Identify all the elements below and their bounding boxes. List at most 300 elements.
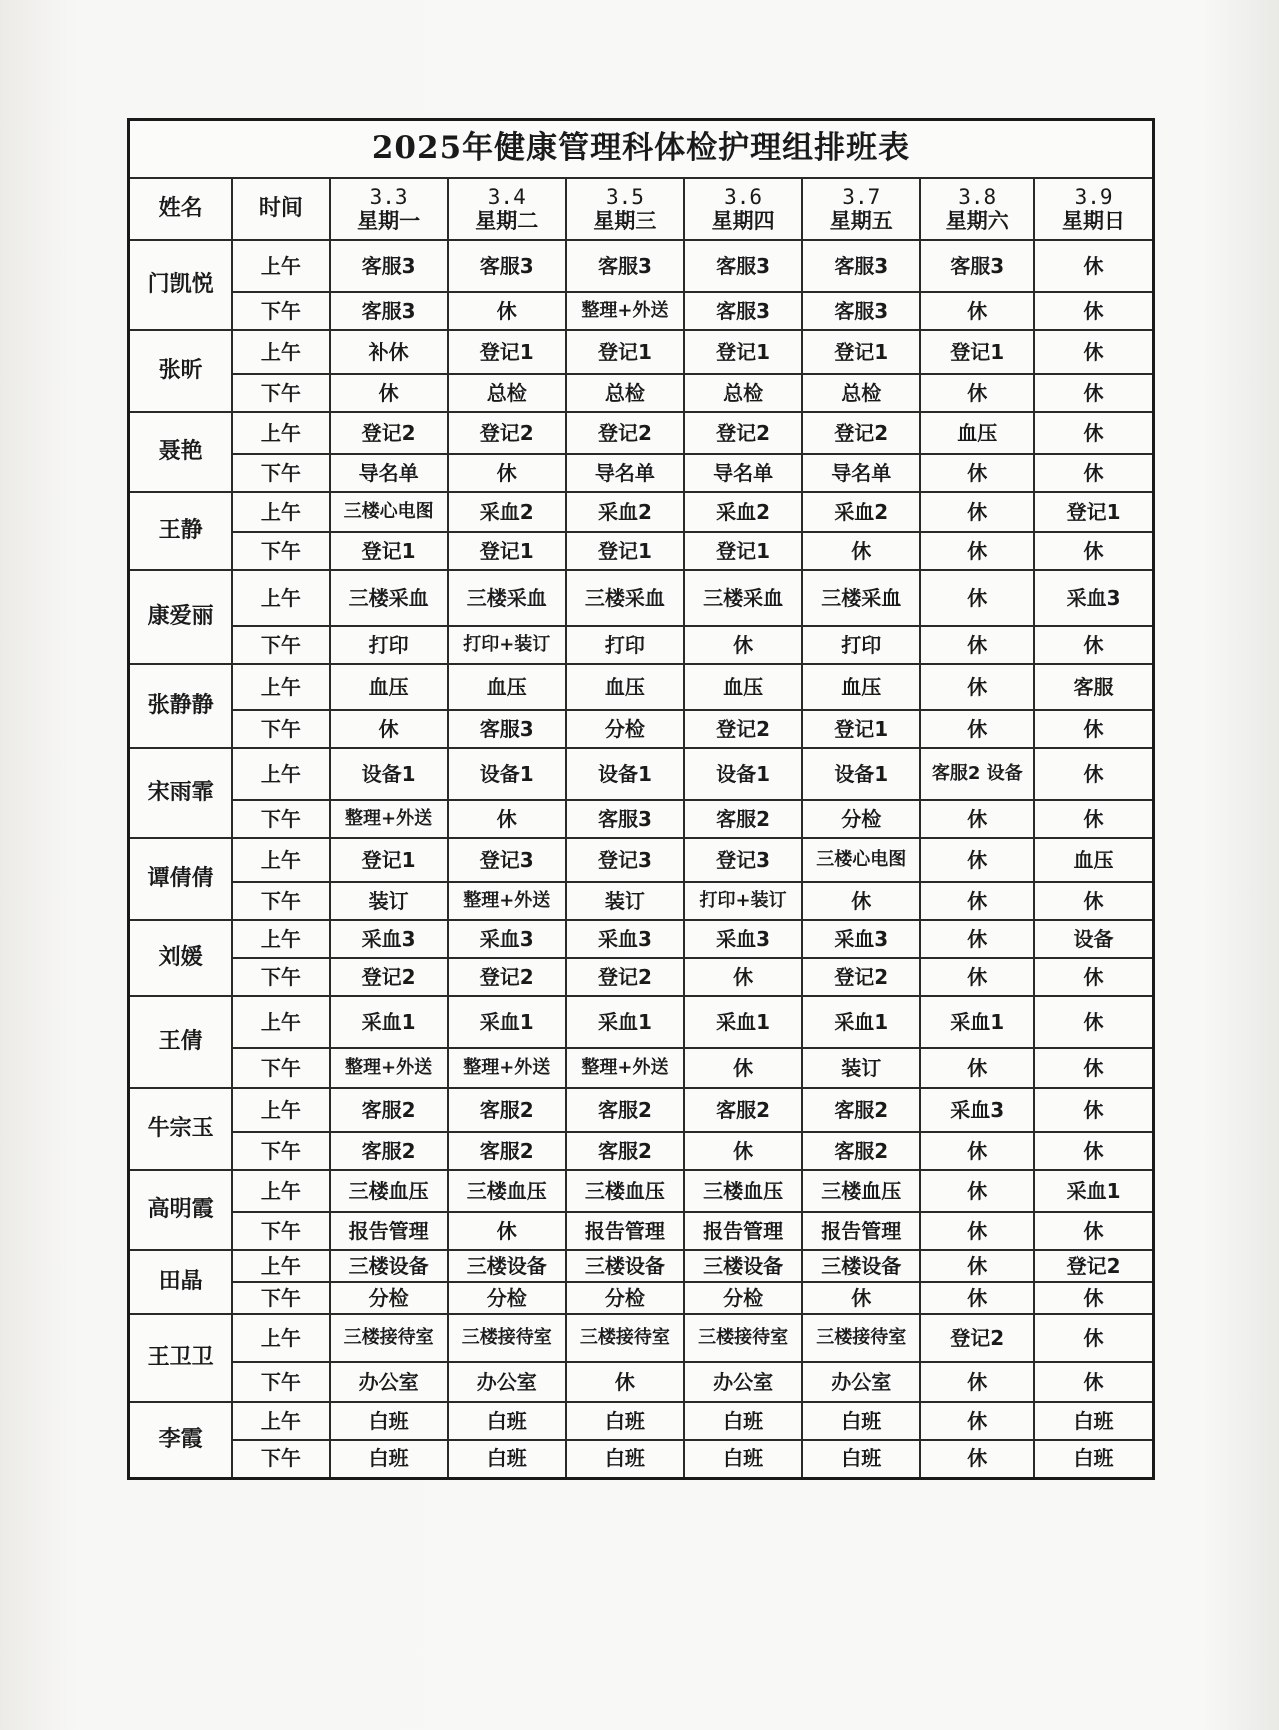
shift-cell: 休 — [684, 626, 802, 664]
shift-cell: 采血3 — [448, 920, 566, 958]
shift-cell: 休 — [1034, 958, 1153, 996]
day-date: 3.4 — [487, 184, 526, 209]
shift-cell: 报告管理 — [802, 1212, 920, 1250]
day-date: 3.9 — [1074, 184, 1113, 209]
table-row — [129, 626, 1154, 664]
shift-cell: 整理+外送 — [330, 1048, 448, 1088]
period-label: 下午 — [232, 1132, 329, 1170]
shift-cell: 三楼血压 — [330, 1170, 448, 1212]
period-label: 上午 — [232, 838, 329, 882]
table-row — [129, 882, 1154, 920]
shift-cell: 客服3 — [684, 292, 802, 330]
period-label: 上午 — [232, 240, 329, 292]
shift-cell: 登记2 — [1034, 1250, 1153, 1282]
shift-cell: 休 — [1034, 532, 1153, 570]
shift-cell: 登记2 — [684, 710, 802, 748]
period-label: 上午 — [232, 412, 329, 454]
table-row — [129, 1362, 1154, 1402]
staff-name: 谭倩倩 — [129, 838, 233, 920]
shift-cell: 分检 — [566, 710, 684, 748]
table-row — [129, 1440, 1154, 1478]
table-row — [129, 374, 1154, 412]
shift-cell: 采血2 — [802, 492, 920, 532]
shift-cell: 分检 — [330, 1282, 448, 1314]
shift-cell: 休 — [1034, 1362, 1153, 1402]
shift-cell: 客服2 — [330, 1088, 448, 1132]
table-row — [129, 1402, 1154, 1440]
shift-cell: 三楼心电图 — [802, 838, 920, 882]
day-weekday: 星期五 — [829, 209, 893, 233]
shift-cell: 三楼设备 — [330, 1250, 448, 1282]
shift-cell: 采血1 — [1034, 1170, 1153, 1212]
shift-cell: 设备 — [1034, 920, 1153, 958]
shift-cell: 休 — [920, 1440, 1034, 1478]
day-header — [684, 178, 802, 240]
table-row — [129, 1170, 1154, 1212]
shift-cell: 登记2 — [330, 412, 448, 454]
period-label: 上午 — [232, 1170, 329, 1212]
shift-cell: 打印 — [330, 626, 448, 664]
shift-cell: 血压 — [330, 664, 448, 710]
shift-cell: 三楼采血 — [684, 570, 802, 626]
shift-cell: 打印 — [566, 626, 684, 664]
shift-cell: 三楼设备 — [802, 1250, 920, 1282]
table-row — [129, 1250, 1154, 1282]
shift-cell: 装订 — [802, 1048, 920, 1088]
staff-name: 宋雨霏 — [129, 748, 233, 838]
shift-cell: 登记2 — [330, 958, 448, 996]
day-header — [802, 178, 920, 240]
period-label: 下午 — [232, 454, 329, 492]
shift-cell: 登记3 — [448, 838, 566, 882]
shift-cell: 休 — [920, 626, 1034, 664]
shift-cell: 休 — [1034, 882, 1153, 920]
shift-cell: 打印+装订 — [684, 882, 802, 920]
shift-cell: 白班 — [566, 1402, 684, 1440]
table-row — [129, 958, 1154, 996]
table-row — [129, 330, 1154, 374]
shift-cell: 三楼血压 — [448, 1170, 566, 1212]
shift-cell: 客服3 — [802, 240, 920, 292]
schedule-table — [127, 118, 1155, 1480]
shift-cell: 导名单 — [802, 454, 920, 492]
shift-cell: 登记1 — [330, 838, 448, 882]
table-row — [129, 748, 1154, 800]
shift-cell: 休 — [920, 710, 1034, 748]
shift-cell: 采血3 — [1034, 570, 1153, 626]
shift-cell: 装订 — [566, 882, 684, 920]
period-label: 下午 — [232, 292, 329, 330]
shift-cell: 设备1 — [566, 748, 684, 800]
table-row — [129, 838, 1154, 882]
shift-cell: 采血1 — [802, 996, 920, 1048]
shift-cell: 休 — [920, 1212, 1034, 1250]
shift-cell: 打印 — [802, 626, 920, 664]
day-date: 3.5 — [605, 184, 644, 209]
shift-cell: 休 — [1034, 1132, 1153, 1170]
shift-cell: 休 — [920, 570, 1034, 626]
period-label: 下午 — [232, 958, 329, 996]
shift-cell: 报告管理 — [566, 1212, 684, 1250]
shift-cell: 休 — [1034, 1048, 1153, 1088]
shift-cell: 采血3 — [330, 920, 448, 958]
shift-cell: 采血2 — [448, 492, 566, 532]
shift-cell: 休 — [566, 1362, 684, 1402]
shift-cell: 采血3 — [684, 920, 802, 958]
shift-cell: 三楼接待室 — [566, 1314, 684, 1362]
shift-cell: 登记2 — [448, 958, 566, 996]
table-row — [129, 454, 1154, 492]
shift-cell: 设备1 — [448, 748, 566, 800]
shift-cell: 总检 — [448, 374, 566, 412]
period-label: 下午 — [232, 1048, 329, 1088]
shift-cell: 客服3 — [330, 292, 448, 330]
table-row — [129, 492, 1154, 532]
staff-name: 张昕 — [129, 330, 233, 412]
shift-cell: 休 — [1034, 412, 1153, 454]
shift-cell: 办公室 — [802, 1362, 920, 1402]
shift-cell: 休 — [448, 292, 566, 330]
shift-cell: 三楼接待室 — [802, 1314, 920, 1362]
shift-cell: 休 — [920, 838, 1034, 882]
shift-cell: 白班 — [448, 1440, 566, 1478]
shift-cell: 休 — [920, 800, 1034, 838]
staff-name: 刘媛 — [129, 920, 233, 996]
shift-cell: 休 — [920, 492, 1034, 532]
day-header — [920, 178, 1034, 240]
shift-cell: 登记1 — [448, 532, 566, 570]
shift-cell: 分检 — [684, 1282, 802, 1314]
day-date: 3.6 — [724, 184, 763, 209]
day-header — [330, 178, 448, 240]
shift-cell: 办公室 — [330, 1362, 448, 1402]
shift-cell: 血压 — [684, 664, 802, 710]
shift-cell: 登记2 — [802, 412, 920, 454]
table-row — [129, 664, 1154, 710]
period-label: 上午 — [232, 996, 329, 1048]
shift-cell: 打印+装订 — [448, 626, 566, 664]
shift-cell: 登记1 — [566, 532, 684, 570]
shift-cell: 三楼采血 — [566, 570, 684, 626]
shift-cell: 整理+外送 — [566, 1048, 684, 1088]
shift-cell: 休 — [920, 1250, 1034, 1282]
period-label: 上午 — [232, 920, 329, 958]
shift-cell: 三楼设备 — [566, 1250, 684, 1282]
shift-cell: 采血3 — [802, 920, 920, 958]
table-row — [129, 1282, 1154, 1314]
shift-cell: 白班 — [802, 1402, 920, 1440]
shift-cell: 三楼设备 — [448, 1250, 566, 1282]
table-row — [129, 920, 1154, 958]
shift-cell: 客服3 — [566, 240, 684, 292]
period-label: 下午 — [232, 532, 329, 570]
shift-cell: 血压 — [448, 664, 566, 710]
shift-cell: 采血3 — [566, 920, 684, 958]
table-row — [129, 1314, 1154, 1362]
table-row — [129, 292, 1154, 330]
shift-cell: 整理+外送 — [566, 292, 684, 330]
shift-cell: 登记1 — [684, 532, 802, 570]
table-row — [129, 1088, 1154, 1132]
shift-cell: 客服3 — [684, 240, 802, 292]
shift-cell: 白班 — [448, 1402, 566, 1440]
table-row — [129, 800, 1154, 838]
shift-cell: 血压 — [920, 412, 1034, 454]
shift-cell: 白班 — [1034, 1402, 1153, 1440]
shift-cell: 白班 — [802, 1440, 920, 1478]
shift-cell: 白班 — [330, 1402, 448, 1440]
table-row — [129, 1048, 1154, 1088]
shift-cell: 客服2 — [802, 1088, 920, 1132]
shift-cell: 休 — [920, 1048, 1034, 1088]
shift-cell: 休 — [1034, 1314, 1153, 1362]
shift-cell: 采血3 — [920, 1088, 1034, 1132]
day-weekday: 星期二 — [475, 209, 539, 233]
shift-cell: 三楼采血 — [330, 570, 448, 626]
shift-cell: 客服3 — [802, 292, 920, 330]
shift-cell: 白班 — [684, 1402, 802, 1440]
shift-cell: 休 — [330, 374, 448, 412]
shift-cell: 休 — [1034, 1088, 1153, 1132]
shift-cell: 设备1 — [330, 748, 448, 800]
shift-cell: 设备1 — [802, 748, 920, 800]
period-label: 上午 — [232, 492, 329, 532]
shift-cell: 整理+外送 — [330, 800, 448, 838]
shift-cell: 登记1 — [920, 330, 1034, 374]
table-row — [129, 532, 1154, 570]
shift-cell: 休 — [1034, 748, 1153, 800]
shift-cell: 三楼接待室 — [448, 1314, 566, 1362]
period-label: 上午 — [232, 570, 329, 626]
shift-cell: 休 — [1034, 330, 1153, 374]
staff-name: 康爱丽 — [129, 570, 233, 664]
day-weekday: 星期六 — [945, 209, 1009, 233]
period-label: 下午 — [232, 1282, 329, 1314]
staff-name: 牛宗玉 — [129, 1088, 233, 1170]
day-weekday: 星期一 — [357, 209, 421, 233]
period-label: 下午 — [232, 374, 329, 412]
shift-cell: 登记2 — [566, 958, 684, 996]
day-header — [448, 178, 566, 240]
shift-cell: 休 — [920, 532, 1034, 570]
shift-cell: 休 — [330, 710, 448, 748]
shift-cell: 血压 — [1034, 838, 1153, 882]
header-time: 时间 — [232, 178, 329, 240]
shift-cell: 三楼接待室 — [330, 1314, 448, 1362]
shift-cell: 休 — [920, 882, 1034, 920]
shift-cell: 采血1 — [920, 996, 1034, 1048]
shift-cell: 采血1 — [566, 996, 684, 1048]
shift-cell: 休 — [1034, 710, 1153, 748]
shift-cell: 登记2 — [684, 412, 802, 454]
staff-name: 高明霞 — [129, 1170, 233, 1250]
shift-cell: 登记2 — [802, 958, 920, 996]
day-header — [566, 178, 684, 240]
table-row — [129, 710, 1154, 748]
shift-cell: 客服2 — [448, 1088, 566, 1132]
shift-cell: 导名单 — [330, 454, 448, 492]
table-row — [129, 996, 1154, 1048]
period-label: 下午 — [232, 1440, 329, 1478]
table-row — [129, 1212, 1154, 1250]
shift-cell: 分检 — [802, 800, 920, 838]
shift-cell: 血压 — [566, 664, 684, 710]
shift-cell: 三楼采血 — [802, 570, 920, 626]
shift-cell: 休 — [1034, 454, 1153, 492]
staff-name: 李霞 — [129, 1402, 233, 1478]
table-row — [129, 412, 1154, 454]
shift-cell: 补休 — [330, 330, 448, 374]
shift-cell: 登记1 — [802, 710, 920, 748]
shift-cell: 客服3 — [448, 240, 566, 292]
shift-cell: 设备1 — [684, 748, 802, 800]
period-label: 下午 — [232, 1362, 329, 1402]
day-date: 3.7 — [842, 184, 881, 209]
shift-cell: 登记3 — [566, 838, 684, 882]
shift-cell: 休 — [920, 1282, 1034, 1314]
staff-name: 王卫卫 — [129, 1314, 233, 1402]
shift-cell: 休 — [1034, 374, 1153, 412]
shift-cell: 登记2 — [448, 412, 566, 454]
day-weekday: 星期三 — [593, 209, 657, 233]
staff-name: 王倩 — [129, 996, 233, 1088]
shift-cell: 整理+外送 — [448, 1048, 566, 1088]
shift-cell: 三楼心电图 — [330, 492, 448, 532]
shift-cell: 三楼设备 — [684, 1250, 802, 1282]
day-date: 3.8 — [958, 184, 997, 209]
shift-cell: 客服2 — [566, 1132, 684, 1170]
shift-cell: 客服3 — [566, 800, 684, 838]
staff-name: 王静 — [129, 492, 233, 570]
shift-cell: 休 — [920, 664, 1034, 710]
shift-cell: 采血2 — [684, 492, 802, 532]
shift-cell: 休 — [1034, 1212, 1153, 1250]
shift-cell: 休 — [802, 882, 920, 920]
shift-cell: 总检 — [802, 374, 920, 412]
shift-cell: 登记1 — [330, 532, 448, 570]
shift-cell: 采血1 — [684, 996, 802, 1048]
period-label: 下午 — [232, 800, 329, 838]
shift-cell: 三楼采血 — [448, 570, 566, 626]
shift-cell: 休 — [684, 1132, 802, 1170]
shift-cell: 客服3 — [448, 710, 566, 748]
period-label: 上午 — [232, 1314, 329, 1362]
shift-cell: 分检 — [448, 1282, 566, 1314]
shift-cell: 休 — [1034, 996, 1153, 1048]
shift-cell: 休 — [920, 1170, 1034, 1212]
period-label: 上午 — [232, 1402, 329, 1440]
shift-cell: 导名单 — [684, 454, 802, 492]
shift-cell: 登记1 — [448, 330, 566, 374]
period-label: 下午 — [232, 710, 329, 748]
table-row — [129, 570, 1154, 626]
shift-cell: 登记1 — [802, 330, 920, 374]
shift-cell: 总检 — [684, 374, 802, 412]
shift-cell: 休 — [1034, 292, 1153, 330]
shift-cell: 采血1 — [448, 996, 566, 1048]
period-label: 上午 — [232, 1088, 329, 1132]
shift-cell: 休 — [920, 1362, 1034, 1402]
shift-cell: 登记2 — [566, 412, 684, 454]
shift-cell: 休 — [684, 958, 802, 996]
staff-name: 张静静 — [129, 664, 233, 748]
shift-cell: 休 — [448, 454, 566, 492]
shift-cell: 休 — [920, 920, 1034, 958]
day-date: 3.3 — [369, 184, 408, 209]
staff-name: 聂艳 — [129, 412, 233, 492]
shift-cell: 客服2 — [684, 1088, 802, 1132]
shift-cell: 血压 — [802, 664, 920, 710]
table-row — [129, 1132, 1154, 1170]
shift-cell: 客服2 设备 — [920, 748, 1034, 800]
period-label: 上午 — [232, 1250, 329, 1282]
day-weekday: 星期四 — [711, 209, 775, 233]
shift-cell: 办公室 — [684, 1362, 802, 1402]
shift-cell: 客服3 — [330, 240, 448, 292]
table-row — [129, 240, 1154, 292]
shift-cell: 办公室 — [448, 1362, 566, 1402]
period-label: 下午 — [232, 1212, 329, 1250]
shift-cell: 休 — [920, 374, 1034, 412]
shift-cell: 客服2 — [448, 1132, 566, 1170]
period-label: 下午 — [232, 882, 329, 920]
staff-name: 门凯悦 — [129, 240, 233, 330]
shift-cell: 休 — [920, 1402, 1034, 1440]
shift-cell: 休 — [802, 1282, 920, 1314]
period-label: 上午 — [232, 330, 329, 374]
shift-cell: 休 — [1034, 1282, 1153, 1314]
shift-cell: 三楼血压 — [802, 1170, 920, 1212]
shift-cell: 休 — [448, 1212, 566, 1250]
shift-cell: 采血1 — [330, 996, 448, 1048]
period-label: 上午 — [232, 748, 329, 800]
shift-cell: 三楼血压 — [684, 1170, 802, 1212]
shift-cell: 导名单 — [566, 454, 684, 492]
shift-cell: 三楼血压 — [566, 1170, 684, 1212]
shift-cell: 装订 — [330, 882, 448, 920]
shift-cell: 登记2 — [920, 1314, 1034, 1362]
day-header — [1034, 178, 1153, 240]
shift-cell: 登记1 — [566, 330, 684, 374]
shift-cell: 三楼接待室 — [684, 1314, 802, 1362]
shift-cell: 白班 — [1034, 1440, 1153, 1478]
shift-cell: 休 — [1034, 800, 1153, 838]
period-label: 上午 — [232, 664, 329, 710]
shift-cell: 采血2 — [566, 492, 684, 532]
period-label: 下午 — [232, 626, 329, 664]
shift-cell: 客服2 — [684, 800, 802, 838]
shift-cell: 白班 — [684, 1440, 802, 1478]
shift-cell: 登记1 — [684, 330, 802, 374]
shift-cell: 客服2 — [330, 1132, 448, 1170]
shift-cell: 休 — [920, 454, 1034, 492]
shift-cell: 报告管理 — [684, 1212, 802, 1250]
shift-cell: 白班 — [330, 1440, 448, 1478]
schedule-title: 2025年健康管理科体检护理组排班表 — [129, 120, 1154, 179]
shift-cell: 休 — [1034, 240, 1153, 292]
shift-cell: 休 — [920, 292, 1034, 330]
shift-cell: 休 — [802, 532, 920, 570]
shift-cell: 登记1 — [1034, 492, 1153, 532]
staff-name: 田晶 — [129, 1250, 233, 1314]
shift-cell: 总检 — [566, 374, 684, 412]
shift-cell: 报告管理 — [330, 1212, 448, 1250]
day-weekday: 星期日 — [1062, 209, 1126, 233]
shift-cell: 休 — [920, 1132, 1034, 1170]
shift-cell: 客服 — [1034, 664, 1153, 710]
shift-cell: 客服2 — [802, 1132, 920, 1170]
header-name: 姓名 — [129, 178, 233, 240]
